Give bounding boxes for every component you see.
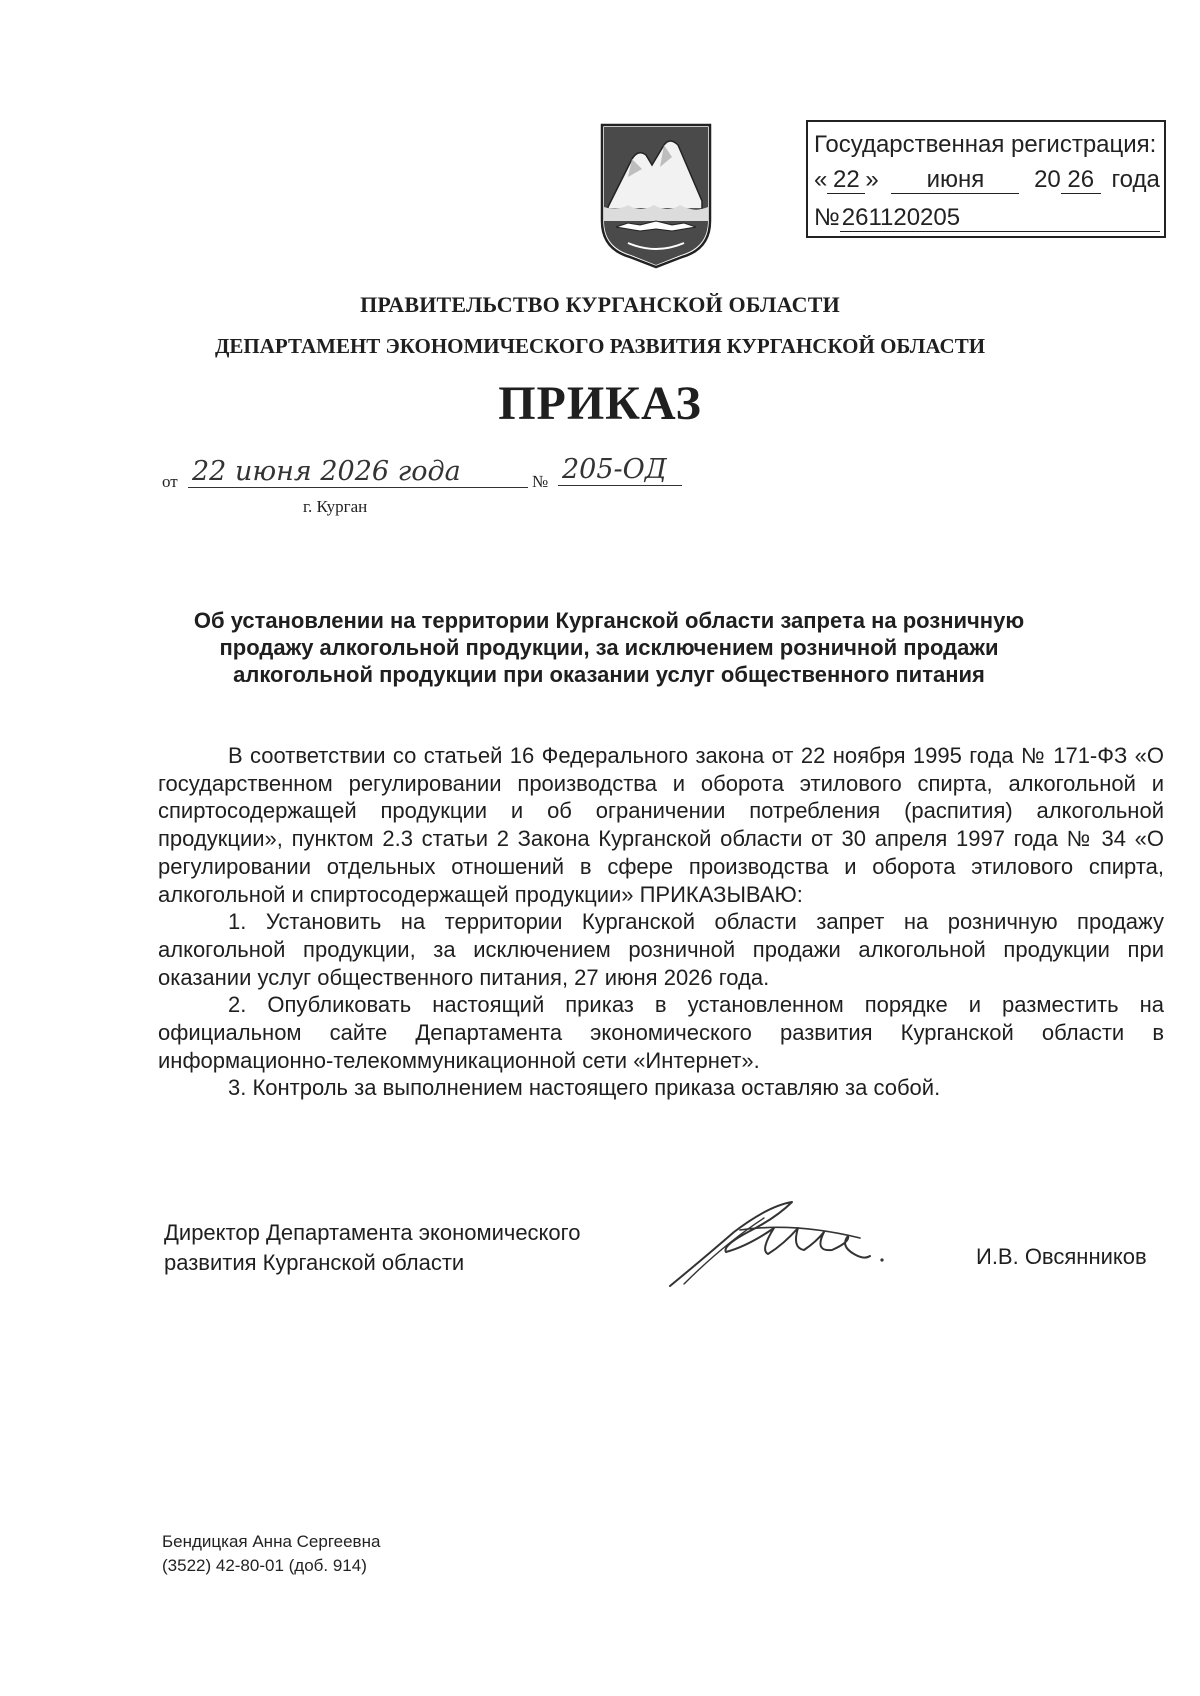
government-heading: ПРАВИТЕЛЬСТВО КУРГАНСКОЙ ОБЛАСТИ (360, 292, 840, 317)
registration-month: июня (891, 167, 1019, 194)
registration-quote-open: « (814, 166, 828, 193)
coat-of-arms-emblem (598, 121, 714, 271)
signatory-position-line: развития Курганской области (164, 1250, 465, 1275)
registration-number-label: № (814, 204, 840, 231)
registration-day: 22 (827, 167, 865, 194)
signatory-position (164, 1218, 580, 1278)
signatory-name: И.В. Овсянников (976, 1244, 1147, 1269)
registration-quote-close: » (865, 166, 879, 193)
preamble-paragraph: В соответствии со статьей 16 Федерального закона от 22 ноября 1995 года № 171-ФЗ «О государственном регулировании производства и оборота этилового спирта, алкогольной и спиртосодержащей продукции и об ограничении потребления (распития) алкогольной продукции», пунктом 2.3 статьи 2 Закона Курганской области от 30 апреля 1997 года № 34 «О регулировании отдельных отношений в сфере производства и оборота этилового спирта, алкогольной и спиртосодержащей продукции» ПРИКАЗЫВАЮ: (158, 743, 1164, 907)
signatory-position-line: Директор Департамента экономического (164, 1220, 581, 1245)
registration-heading: Государственная регистрация: (814, 131, 1157, 158)
city-label: г. Курган (303, 497, 368, 516)
order-title (150, 607, 1068, 688)
registration-year-suffix: 26 (1061, 167, 1101, 194)
date-from-label: от (162, 472, 178, 491)
order-title-line: продажу алкогольной продукции, за исключением розничной продажи (219, 635, 999, 660)
order-item-1: 1. Установить на территории Курганской области запрет на розничную продажу алкогольной продукции, за исключением розничной продажи алкогольной продукции при оказании услуг общественного питания, 27 июня 2026 года. (158, 909, 1164, 990)
order-title-line: алкогольной продукции при оказании услуг общественного питания (233, 662, 985, 687)
handwritten-date: 22 июня 2026 года (188, 456, 528, 488)
handwritten-order-number: 205-ОД (558, 454, 682, 486)
date-number-line (162, 454, 722, 502)
registration-number: 261120205 (840, 205, 1160, 232)
order-body (158, 742, 1164, 1102)
order-number-label: № (532, 472, 549, 491)
executor-contact (162, 1530, 380, 1578)
registration-year-word: года (1111, 166, 1160, 193)
order-title-line: Об установлении на территории Курганской области запрета на розничную (193, 608, 1025, 633)
registration-box (806, 120, 1166, 238)
handwritten-signature (664, 1188, 924, 1292)
registration-number-line (814, 201, 1160, 235)
registration-year-prefix: 20 (1034, 166, 1061, 193)
order-item-3: 3. Контроль за выполнением настоящего приказа оставляю за собой. (228, 1075, 941, 1101)
order-item-2: 2. Опубликовать настоящий приказ в установленном порядке и разместить на официальном сайте Департамента экономического развития Курганской области в информационно-телекоммуникационной сети «Интернет». (158, 992, 1164, 1073)
executor-phone: (3522) 42-80-01 (доб. 914) (162, 1556, 367, 1575)
executor-name: Бендицкая Анна Сергеевна (162, 1532, 381, 1551)
document-type-heading: ПРИКАЗ (498, 377, 702, 430)
department-heading: ДЕПАРТАМЕНТ ЭКОНОМИЧЕСКОГО РАЗВИТИЯ КУРГАНСКОЙ ОБЛАСТИ (214, 334, 986, 358)
registration-date-line (814, 163, 1164, 197)
